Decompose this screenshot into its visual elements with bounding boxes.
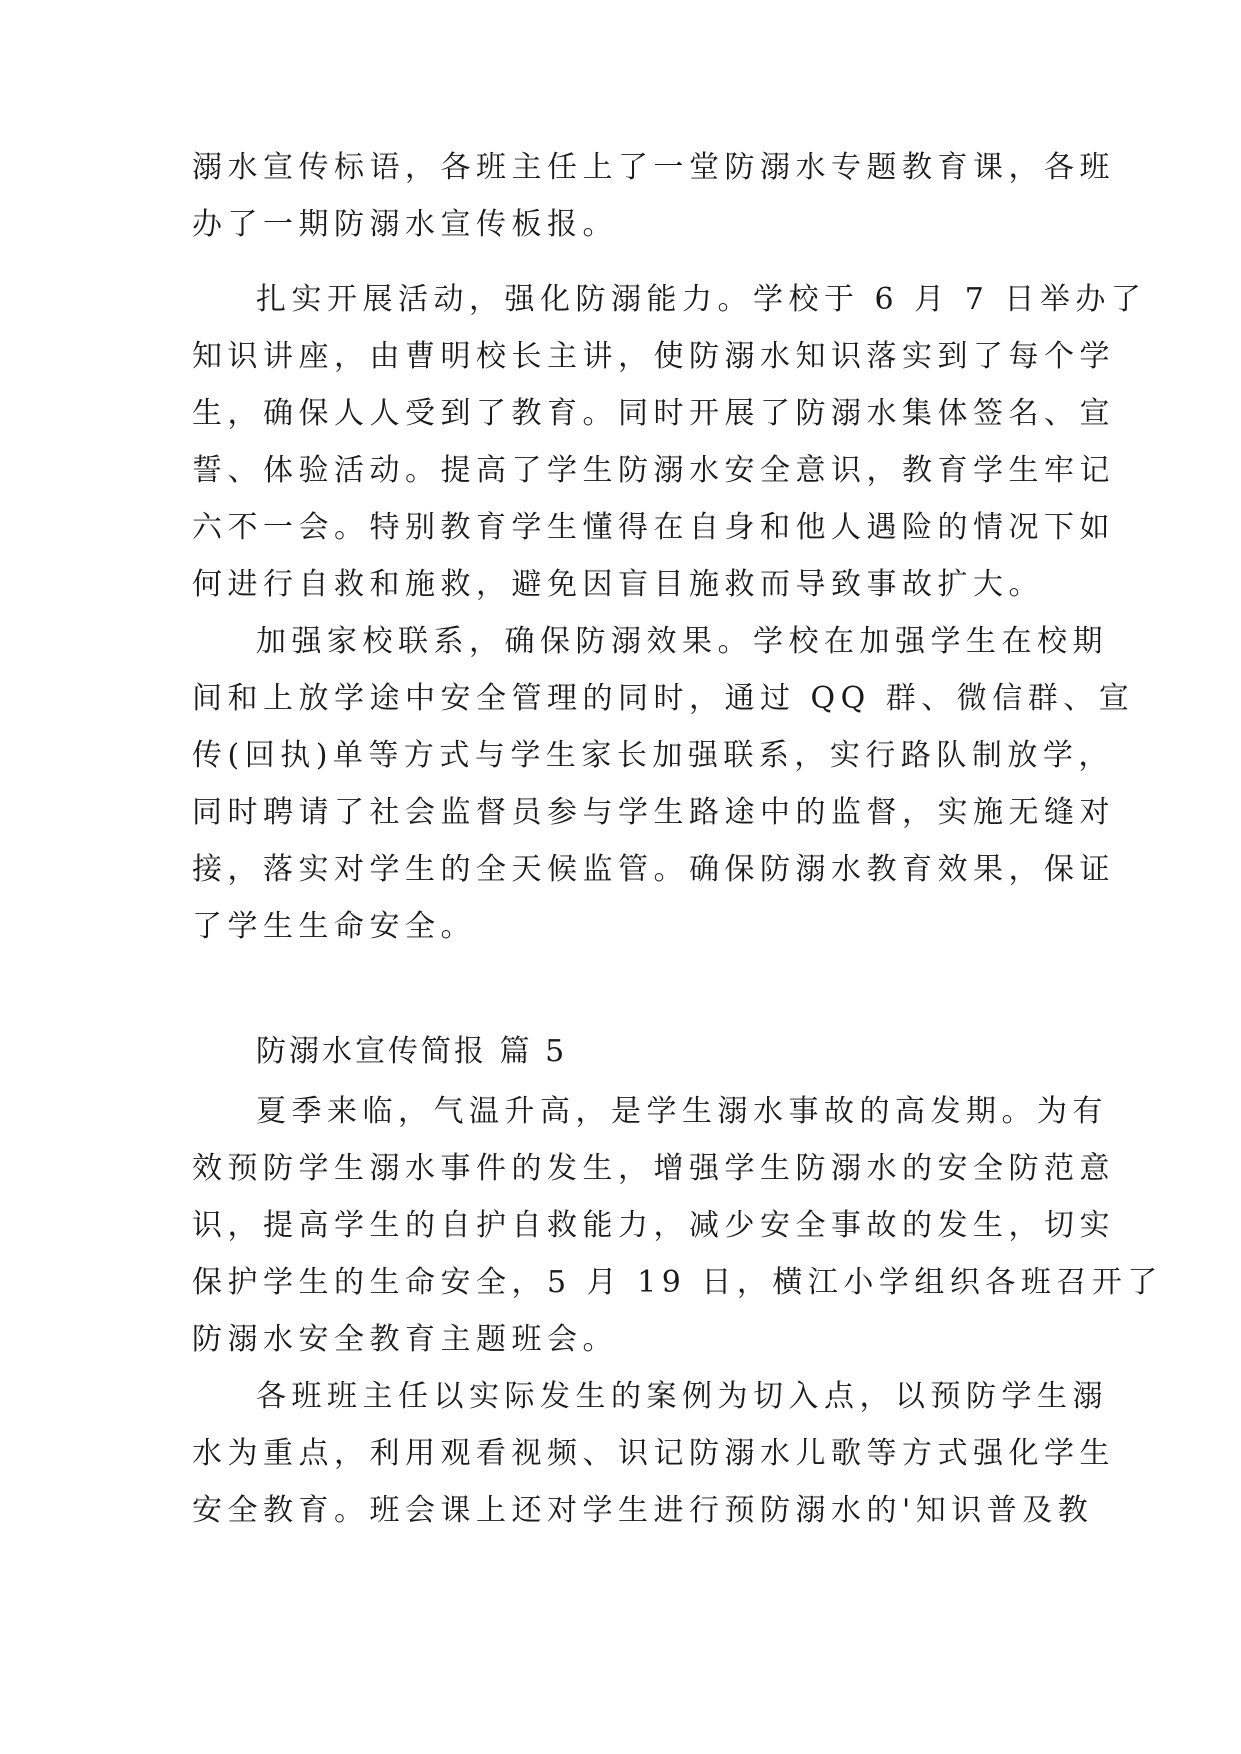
paragraph-line: 六不一会。特别教育学生懂得在自身和他人遇险的情况下如 [192, 510, 1115, 545]
paragraph-line: 了学生生命安全。 [192, 909, 476, 944]
paragraph-line: 誓、体验活动。提高了学生防溺水安全意识，教育学生牢记 [192, 453, 1115, 488]
paragraph-line: 效预防学生溺水事件的发生，增强学生防溺水的安全防范意 [192, 1151, 1115, 1186]
paragraph-line: 识，提高学生的自护自救能力，减少安全事故的发生，切实 [192, 1208, 1115, 1243]
paragraph-line: 各班班主任以实际发生的案例为切入点，以预防学生溺 [256, 1379, 1108, 1414]
paragraph-line: 间和上放学途中安全管理的同时，通过 QQ 群、微信群、宣 [192, 681, 1135, 716]
paragraph-line: 扎实开展活动，强化防溺能力。学校于 6 月 7 日举办了 [256, 282, 1147, 317]
paragraph-line: 安全教育。班会课上还对学生进行预防溺水的'知识普及教 [192, 1493, 1094, 1528]
paragraph-line: 知识讲座，由曹明校长主讲，使防溺水知识落实到了每个学 [192, 339, 1115, 374]
paragraph-line: 生，确保人人受到了教育。同时开展了防溺水集体签名、宣 [192, 396, 1115, 431]
paragraph-line: 办了一期防溺水宣传板报。 [192, 207, 618, 242]
paragraph-line: 溺水宣传标语，各班主任上了一堂防溺水专题教育课，各班 [192, 150, 1115, 185]
paragraph-line: 防溺水安全教育主题班会。 [192, 1322, 618, 1357]
paragraph-line: 保护学生的生命安全，5 月 19 日，横江小学组织各班召开了 [192, 1265, 1163, 1300]
paragraph-line: 接，落实对学生的全天候监管。确保防溺水教育效果，保证 [192, 852, 1115, 887]
paragraph-line: 何进行自救和施救，避免因盲目施救而导致事故扩大。 [192, 567, 1044, 602]
paragraph-line: 同时聘请了社会监督员参与学生路途中的监督，实施无缝对 [192, 795, 1115, 830]
paragraph-line: 夏季来临，气温升高，是学生溺水事故的高发期。为有 [256, 1094, 1108, 1129]
paragraph-line: 水为重点，利用观看视频、识记防溺水儿歌等方式强化学生 [192, 1436, 1115, 1471]
paragraph-line: 加强家校联系，确保防溺效果。学校在加强学生在校期 [256, 624, 1108, 659]
section-heading: 防溺水宣传简报 篇 5 [256, 1034, 568, 1069]
paragraph-line: 传(回执)单等方式与学生家长加强联系，实行路队制放学， [192, 738, 1114, 773]
